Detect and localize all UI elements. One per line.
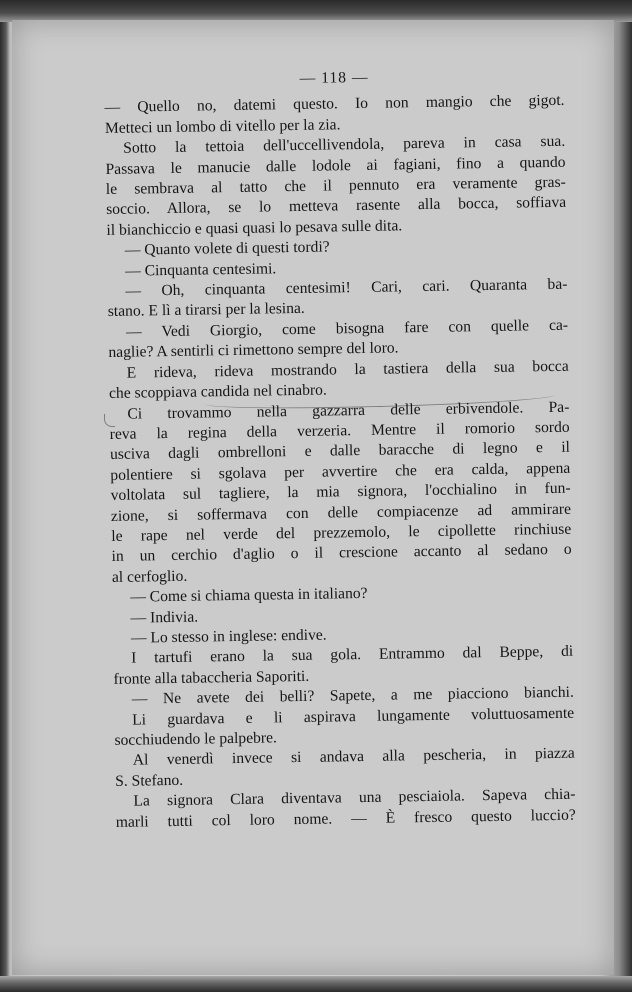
text-line: — Come si chiama questa in italiano? xyxy=(130,585,368,606)
text-line: — Ne avete dei belli? Sapete, a me piacciono bianchi. xyxy=(131,683,574,708)
text-line: — Cinquanta centesimi. xyxy=(124,259,277,280)
text-line: usciva dagli ombrelloni e dalle baracche di legno e il xyxy=(109,439,571,464)
page-body xyxy=(104,65,576,833)
text-line: — Oh, cinquanta centesimi! Cari, cari. Quaranta ba- xyxy=(125,275,568,300)
text-line: soccio. Allora, se lo metteva rasente alla bocca, soffiava xyxy=(106,194,567,219)
book-bottom-edge xyxy=(0,976,632,992)
text-line: socchiudendo le palpebre. xyxy=(114,729,277,749)
text-line: — Indivia. xyxy=(130,608,199,627)
text-line: Al venerdì invece si andava alla pescheria, in piazza xyxy=(132,745,575,770)
text-line: Passava le manucie dalle lodole ai fagiani, fino a quando xyxy=(105,153,566,178)
text-line: naglie? A sentirli ci rimettono sempre del loro. xyxy=(108,339,399,362)
text-line: al cerfoglio. xyxy=(111,567,188,586)
text-line: Metteci un lombo di vitello per la zia. xyxy=(104,116,341,137)
text-line: E rideva, rideva mostrando la tastiera della sua bocca xyxy=(126,357,569,382)
text-line: I tartufi erano la sua gola. Entrammo dal Beppe, di xyxy=(131,643,574,668)
text-line: stano. E lì a tirarsi per la lesina. xyxy=(107,300,305,321)
text-line: — Quello no, datemi questo. Io non mangio che gigot. xyxy=(104,92,565,117)
text-line: reva la regina della verzeria. Mentre il romorio sordo xyxy=(109,418,570,443)
text-line: Sotto la tettoia dell'uccellivendola, pareva in casa sua. xyxy=(123,132,566,157)
text-line: che scoppiava candida nel cinabro. xyxy=(108,381,327,403)
text-line: — Lo stesso in inglese: endive. xyxy=(130,626,327,647)
text-line: S. Stefano. xyxy=(115,771,184,790)
text-line: il bianchiccio e quasi quasi lo pesava sulle dita. xyxy=(106,217,403,239)
text-line: marli tutti col loro nome. — È fresco questo luccio? xyxy=(115,806,576,831)
text-line: in un cerchio d'aglio o il crescione accanto al sedano o xyxy=(111,541,572,566)
text-line: le rape nel verde del prezzemolo, le cipollette rinchiuse xyxy=(111,520,572,545)
text-line: fronte alla tabaccheria Saporiti. xyxy=(113,667,310,688)
text-line: polentiere si sgolava per avvertire che era calda, appena xyxy=(110,459,571,484)
text-line: Ci trovammo nella gazzarra delle erbivendole. Pa- xyxy=(127,398,570,423)
text-line: — Quanto volete di questi tordi? xyxy=(124,238,330,259)
text-line: le sembrava al tatto che il pennuto era veramente gras- xyxy=(105,173,566,199)
text-line: — Vedi Giorgio, come bisogna fare con quelle ca- xyxy=(125,316,569,341)
text-line: Li guardava e li aspirava lungamente voluttuosamente xyxy=(132,704,575,729)
text-line: voltolata sul tagliere, la mia signora, l'occhialino in fun- xyxy=(110,479,571,505)
text-line: La signora Clara diventava una pesciaiola. Sapeva chia- xyxy=(133,785,576,810)
page-number: — 118 — xyxy=(299,68,369,87)
text-line: zione, si soffermava con delle compiacenze ad ammirare xyxy=(110,500,572,525)
book-top-edge xyxy=(0,0,632,22)
